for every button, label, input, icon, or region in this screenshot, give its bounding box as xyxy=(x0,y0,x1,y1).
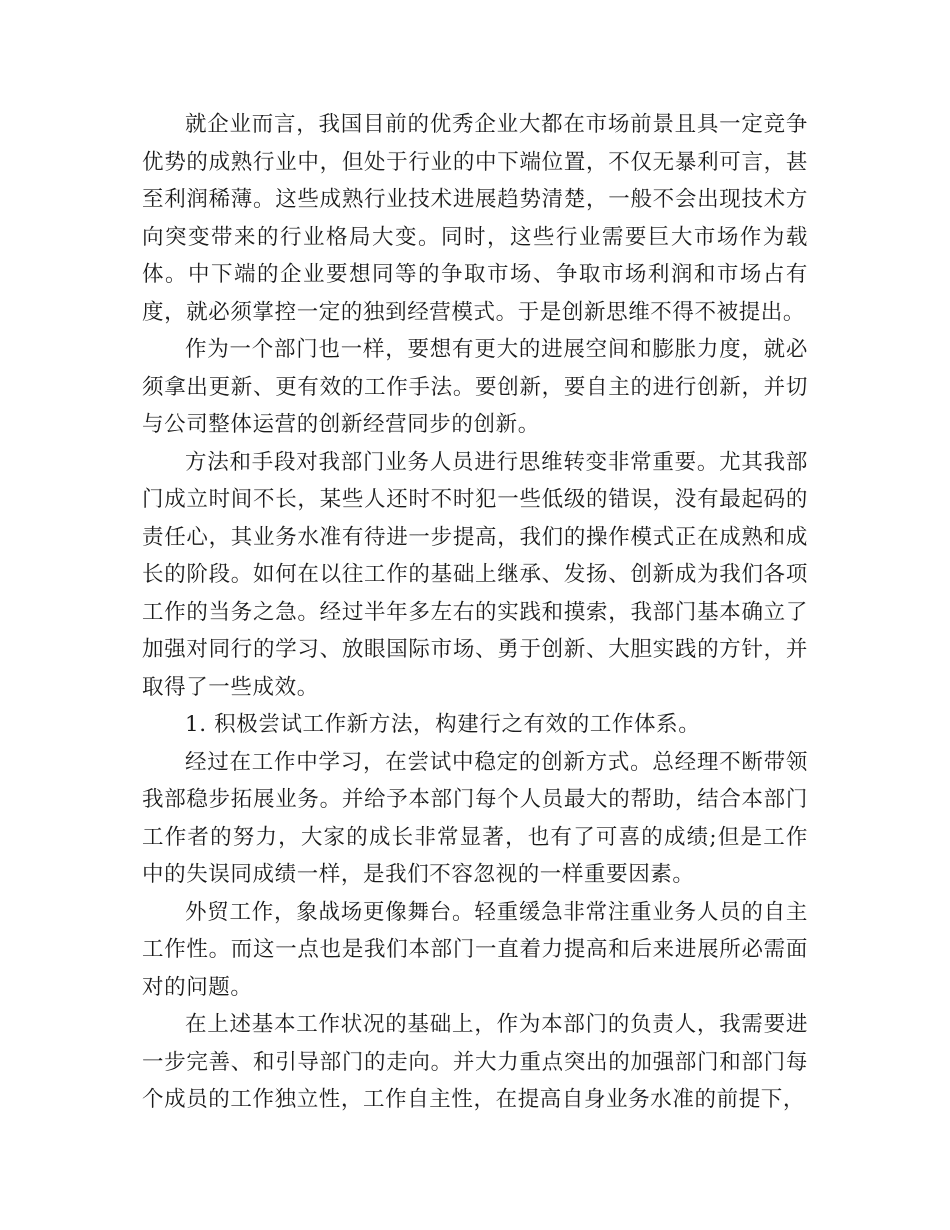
paragraph-department-innovation: 作为一个部门也一样，要想有更大的进展空间和膨胀力度，就必须拿出更新、更有效的工作手法。要创新，要自主的进行创新，并切与公司整体运营的创新经营同步的创新。 xyxy=(142,337,808,437)
document-body xyxy=(142,106,808,1119)
paragraph-methods: 方法和手段对我部门业务人员进行思维转变非常重要。尤其我部门成立时间不长，某些人还时不时犯一些低级的错误，没有最起码的责任心，其业务水准有待进一步提高，我们的操作模式正在成熟和成长的阶段。如何在以往工作的基础上继承、发扬、创新成为我们各项工作的当务之急。经过半年多左右的实践和摸索，我部门基本确立了加强对同行的学习、放眼国际市场、勇于创新、大胆实践的方针，并取得了一些成效。 xyxy=(142,449,808,700)
paragraph-learning: 经过在工作中学习，在尝试中稳定的创新方式。总经理不断带领我部稳步拓展业务。并给予本部门每个人员最大的帮助，结合本部门工作者的努力，大家的成长非常显著，也有了可喜的成绩;但是工作中的失误同成绩一样，是我们不容忽视的一样重要因素。 xyxy=(142,749,808,887)
paragraph-intro-enterprise: 就企业而言，我国目前的优秀企业大都在市场前景且具一定竞争优势的成熟行业中，但处于行业的中下端位置，不仅无暴利可言，甚至利润稀薄。这些成熟行业技术进展趋势清楚，一般不会出现技术方向突变带来的行业格局大变。同时，这些行业需要巨大市场作为载体。中下端的企业要想同等的争取市场、争取市场利润和市场占有度，就必须掌控一定的独到经营模式。于是创新思维不得不被提出。 xyxy=(142,112,808,325)
paragraph-foreign-trade: 外贸工作，象战场更像舞台。轻重缓急非常注重业务人员的自主工作性。而这一点也是我们本部门一直着力提高和后来进展所必需面对的问题。 xyxy=(142,899,808,1000)
paragraph-conclusion: 在上述基本工作状况的基础上，作为本部门的负责人，我需要进一步完善、和引导部门的走向。并大力重点突出的加强部门和部门每个成员的工作独立性，工作自主性，在提高自身业务水准的前提下， xyxy=(142,1012,808,1112)
paragraph-heading-1: 1. 积极尝试工作新方法，构建行之有效的工作体系。 xyxy=(185,712,701,737)
